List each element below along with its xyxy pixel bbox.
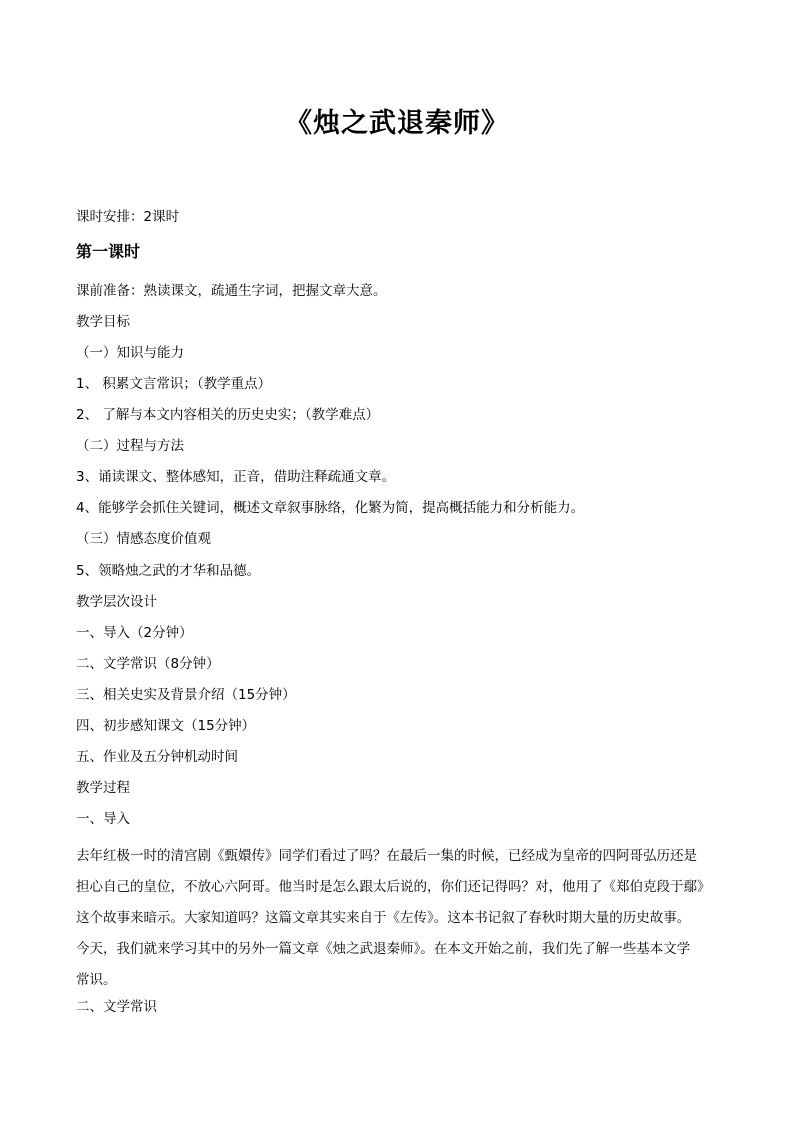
design-item-5: 五、作业及五分钟机动时间 (76, 749, 238, 765)
design-item-1: 一、导入（2分钟） (76, 625, 193, 641)
section-heading: 第一课时 (76, 242, 141, 261)
objective-item-3: 3、诵读课文、整体感知，正音，借助注释疏通文章。 (76, 469, 396, 485)
prep-line: 课前准备：熟读课文，疏通生字词，把握文章大意。 (76, 283, 387, 299)
objective-item-2: 2、 了解与本文内容相关的历史史实；（教学难点） (76, 407, 380, 423)
process-step-2: 二、文学常识 (76, 999, 157, 1015)
process-step-1: 一、导入 (76, 811, 130, 827)
schedule-line: 课时安排：2课时 (76, 209, 180, 225)
paragraph-line: 常识。 (76, 972, 117, 988)
objective-group-2: （二）过程与方法 (76, 438, 184, 454)
objectives-heading: 教学目标 (76, 314, 130, 330)
objective-group-3: （三）情感态度价值观 (76, 531, 211, 547)
design-heading: 教学层次设计 (76, 594, 157, 610)
process-heading: 教学过程 (76, 780, 130, 796)
design-item-3: 三、相关史实及背景介绍（15分钟） (76, 687, 296, 703)
paragraph-line: 去年红极一时的清宫剧《甄嬛传》同学们看过了吗？在最后一集的时候，已经成为皇帝的四阿哥弘历还是 (76, 848, 697, 864)
document-title: 《烛之武退秦师》 (285, 108, 509, 139)
paragraph-line: 担心自己的皇位，不放心六阿哥。他当时是怎么跟太后说的，你们还记得吗？对，他用了《郑伯克段于鄢》 (76, 879, 711, 895)
intro-paragraph (76, 841, 722, 996)
objective-group-1: （一）知识与能力 (76, 345, 184, 361)
objective-item-1: 1、 积累文言常识；（教学重点） (76, 376, 272, 392)
paragraph-line: 今天，我们就来学习其中的另外一篇文章《烛之武退秦师》。在本文开始之前，我们先了解一些基本文学 (76, 941, 691, 957)
objective-item-4: 4、能够学会抓住关键词，概述文章叙事脉络，化繁为简，提高概括能力和分析能力。 (76, 500, 585, 516)
paragraph-line: 这个故事来暗示。大家知道吗？这篇文章其实来自于《左传》。这本书记叙了春秋时期大量的历史故事。 (76, 910, 691, 926)
objective-item-5: 5、领略烛之武的才华和品德。 (76, 563, 261, 579)
design-item-4: 四、初步感知课文（15分钟） (76, 718, 256, 734)
design-item-2: 二、文学常识（8分钟） (76, 656, 220, 672)
